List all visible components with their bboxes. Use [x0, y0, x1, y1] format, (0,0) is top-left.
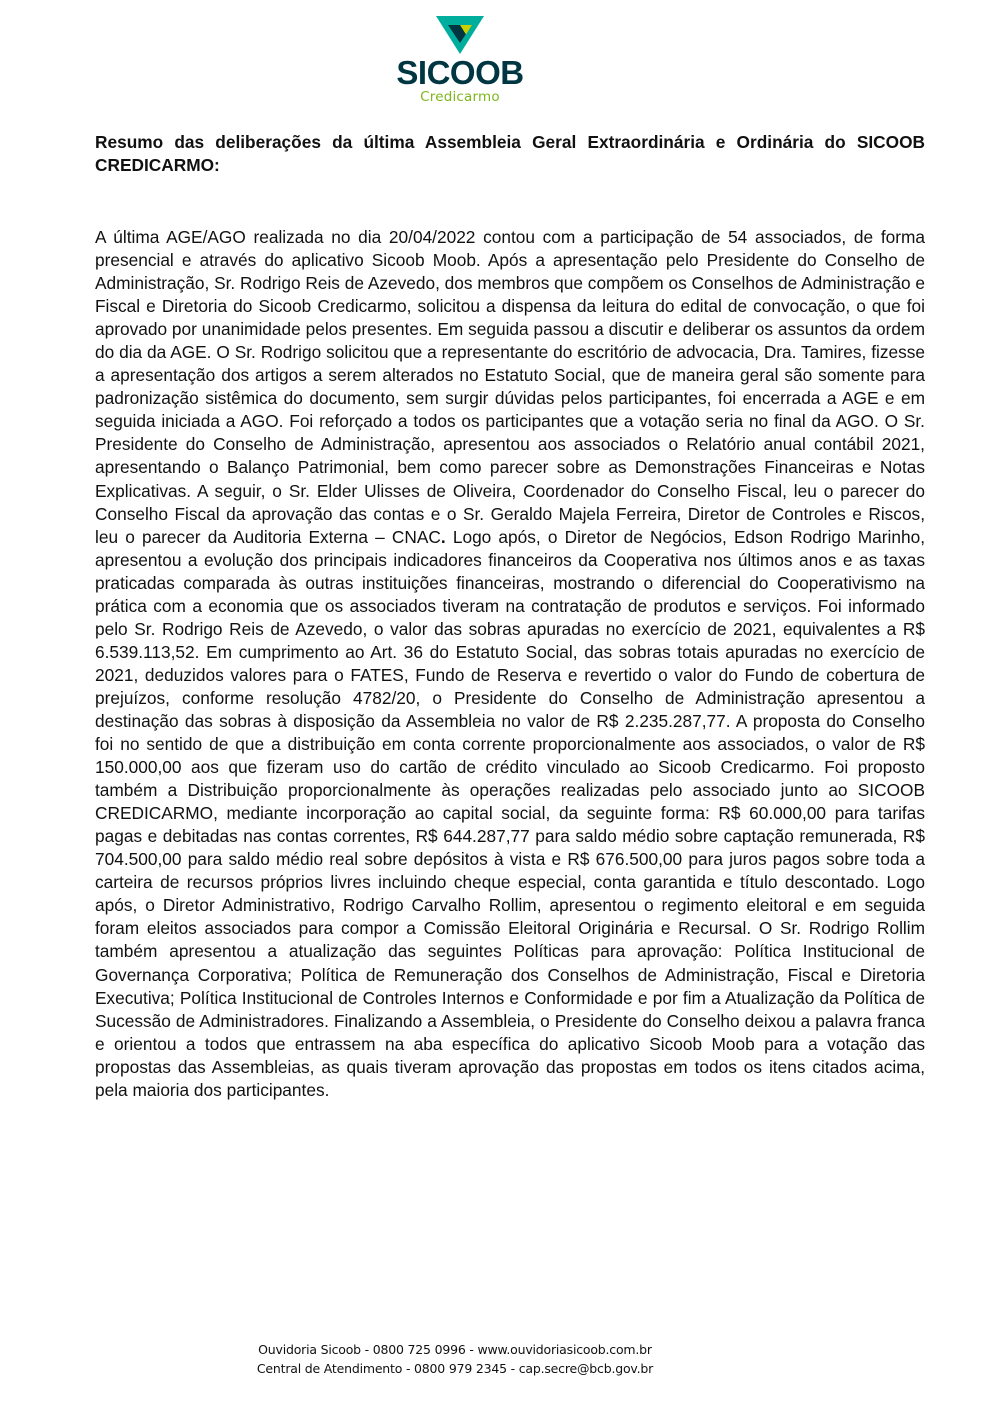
- document-body-part-1: A última AGE/AGO realizada no dia 20/04/2022 contou com a participação de 54 associados, de forma presencial e através do aplicativo Sicoob Moob. Após a apresentação pelo Presidente do Conselho de Administração, Sr. Rodrigo Reis de Azevedo, dos membros que compõem os Conselhos de Administração e Fiscal e Diretoria do Sicoob Credicarmo, solicitou a dispensa da leitura do edital de convocação, o que foi aprovado por unanimidade pelos presentes. Em seguida passou a discutir e deliberar os assuntos da ordem do dia da AGE. O Sr. Rodrigo solicitou que a representante do escritório de advocacia, Dra. Tamires, fizesse a apresentação dos artigos a serem alterados no Estatuto Social, que de maneira geral são somente para padronização sistêmica do documento, sem surgir dúvidas pelos participantes, foi encerrada a AGE e em seguida iniciada a AGO. Foi reforçado a todos os participantes que a votação seria no final da AGO. O Sr. Presidente do Conselho de Administração, apresentou aos associados o Relatório anual contábil 2021, apresentando o Balanço Patrimonial, bem como parecer sobre as Demonstrações Financeiras e Notas Explicativas. A seguir, o Sr. Elder Ulisses de Oliveira, Coordenador do Conselho Fiscal, leu o parecer do Conselho Fiscal da aprovação das contas e o Sr. Geraldo Majela Ferreira, Diretor de Controles e Riscos, leu o parecer da Auditoria Externa – CNAC: [95, 227, 925, 547]
- document-body-bold-period: .: [440, 526, 446, 547]
- footer-central-atendimento-line: Central de Atendimento - 0800 979 2345 - cap.secre@bcb.gov.br: [256, 1361, 654, 1376]
- logo-brand-subname: Credicarmo: [420, 89, 500, 105]
- document-body: [95, 226, 925, 1102]
- document-content: [95, 131, 925, 1102]
- footer: [240, 1340, 670, 1378]
- sicoob-logo: [385, 16, 535, 112]
- document-title: Resumo das deliberações da última Assembleia Geral Extraordinária e Ordinária do SICOOB CREDICARMO:: [95, 132, 925, 175]
- document-body-part-2: Logo após, o Diretor de Negócios, Edson Rodrigo Marinho, apresentou a evolução dos principais indicadores financeiros da Cooperativa nos últimos anos e as taxas praticadas comparada às outras instituições financeiras, mostrando o diferencial do Cooperativismo na prática com a economia que os associados tiveram na contratação de produtos e serviços. Foi informado pelo Sr. Rodrigo Reis de Azevedo, o valor das sobras apuradas no exercício de 2021, equivalentes a R$ 6.539.113,52. Em cumprimento ao Art. 36 do Estatuto Social, das sobras totais apuradas no exercício de 2021, deduzidos valores para o FATES, Fundo de Reserva e revertido o valor do Fundo de cobertura de prejuízos, conforme resolução 4782/20, o Presidente do Conselho de Administração apresentou a destinação das sobras à disposição da Assembleia no valor de R$ 2.235.287,77. A proposta do Conselho foi no sentido de que a distribuição em conta corrente proporcionalmente aos associados, o valor de R$ 150.000,00 aos que fizeram uso do cartão de crédito vinculado ao Sicoob Credicarmo. Foi proposto também a Distribuição proporcionalmente às operações realizadas pelo associado junto ao SICOOB CREDICARMO, mediante incorporação ao capital social, da seguinte forma: R$ 60.000,00 para tarifas pagas e debitadas nas contas correntes, R$ 644.287,77 para saldo médio sobre captação remunerada, R$ 704.500,00 para saldo médio real sobre depósitos à vista e R$ 676.500,00 para juros pagos sobre toda a carteira de recursos próprios livres incluindo cheque especial, conta garantida e título descontado. Logo após, o Diretor Administrativo, Rodrigo Carvalho Rollim, apresentou o regimento eleitoral e em seguida foram eleitos associados para compor a Comissão Eleitoral Originária e Recursal. O Sr. Rodrigo Rollim também apresentou a atualização das seguintes Políticas para aprovação: Política Institucional de Governança Corporativa; Política de Remuneração dos Conselhos de Administração, Fiscal e Diretoria Executiva; Política Institucional de Controles Internos e Conformidade e por fim a Atualização da Política de Sucessão de Administradores. Finalizando a Assembleia, o Presidente do Conselho deixou a palavra franca e orientou a todos que entrassem na aba específica do aplicativo Sicoob Moob para a votação das propostas das Assembleias, as quais tiveram aprovação das propostas em todos os itens citados acima, pela maioria dos participantes.: [95, 526, 926, 1100]
- sicoob-logo-icon: [436, 16, 484, 54]
- logo-brand-name: SICOOB: [396, 54, 524, 91]
- footer-ouvidoria-line: Ouvidoria Sicoob - 0800 725 0996 - www.ouvidoriasicoob.com.br: [258, 1342, 652, 1357]
